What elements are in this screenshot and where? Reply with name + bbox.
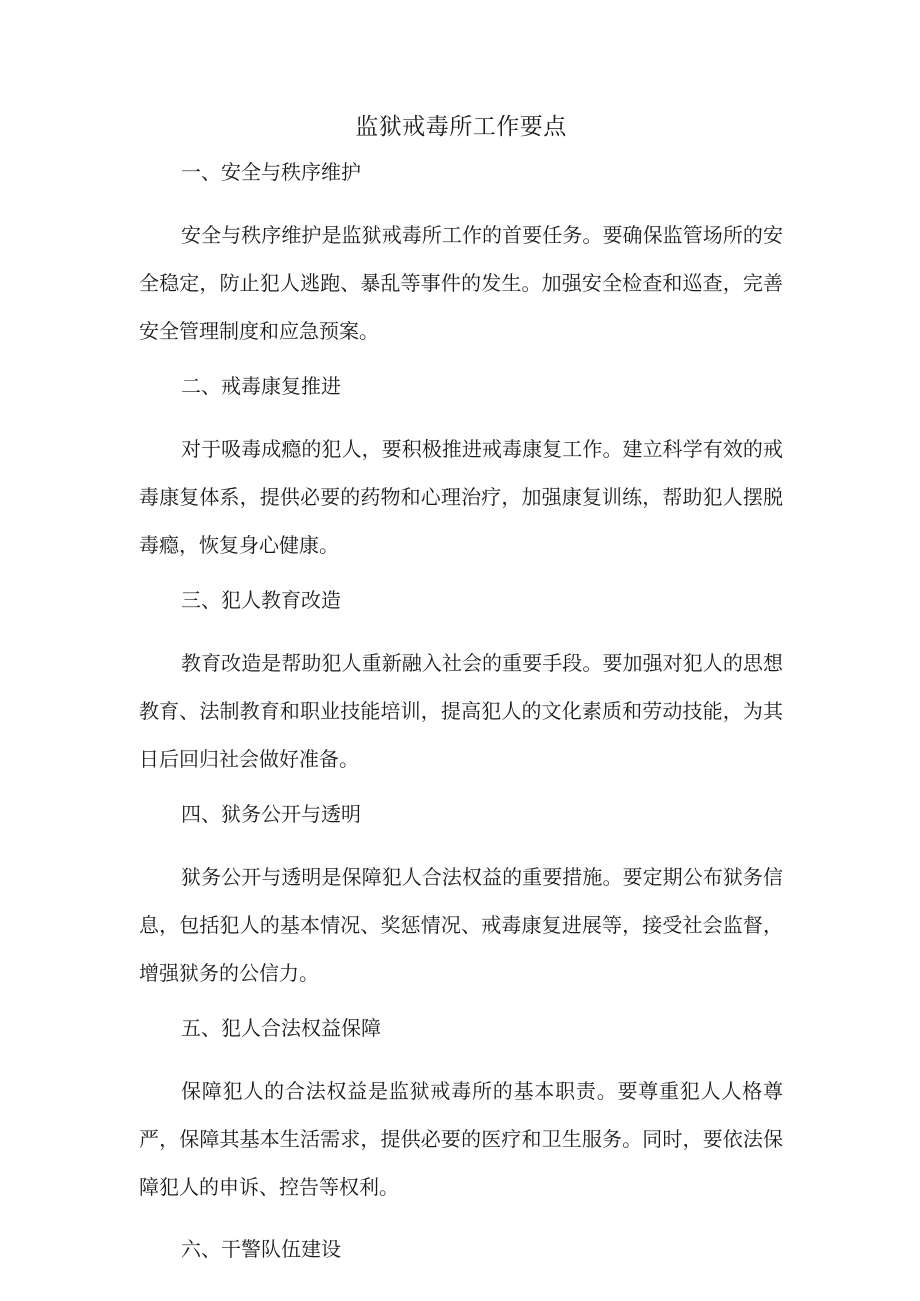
section-heading-3: 三、犯人教育改造 <box>181 588 341 612</box>
section-paragraph-4: 狱务公开与透明是保障犯人合法权益的重要措施。要定期公布狱务信息，包括犯人的基本情况、奖惩情况、戒毒康复进展等，接受社会监督，增强狱务的公信力。 <box>139 865 783 985</box>
section-heading-1: 一、安全与秩序维护 <box>181 160 361 184</box>
section-paragraph-1: 安全与秩序维护是监狱戒毒所工作的首要任务。要确保监管场所的安全稳定，防止犯人逃跑、暴乱等事件的发生。加强安全检查和巡查，完善安全管理制度和应急预案。 <box>139 223 783 343</box>
section-heading-5: 五、犯人合法权益保障 <box>181 1016 381 1040</box>
section-paragraph-3: 教育改造是帮助犯人重新融入社会的重要手段。要加强对犯人的思想教育、法制教育和职业技能培训，提高犯人的文化素质和劳动技能，为其日后回归社会做好准备。 <box>139 651 783 771</box>
section-heading-4: 四、狱务公开与透明 <box>181 802 361 826</box>
section-paragraph-5: 保障犯人的合法权益是监狱戒毒所的基本职责。要尊重犯人人格尊严，保障其基本生活需求，提供必要的医疗和卫生服务。同时，要依法保障犯人的申诉、控告等权利。 <box>139 1079 783 1199</box>
document-title: 监狱戒毒所工作要点 <box>355 114 567 140</box>
section-heading-6: 六、干警队伍建设 <box>181 1237 341 1261</box>
section-paragraph-2: 对于吸毒成瘾的犯人，要积极推进戒毒康复工作。建立科学有效的戒毒康复体系，提供必要的药物和心理治疗，加强康复训练，帮助犯人摆脱毒瘾，恢复身心健康。 <box>139 437 783 557</box>
section-heading-2: 二、戒毒康复推进 <box>181 374 341 398</box>
